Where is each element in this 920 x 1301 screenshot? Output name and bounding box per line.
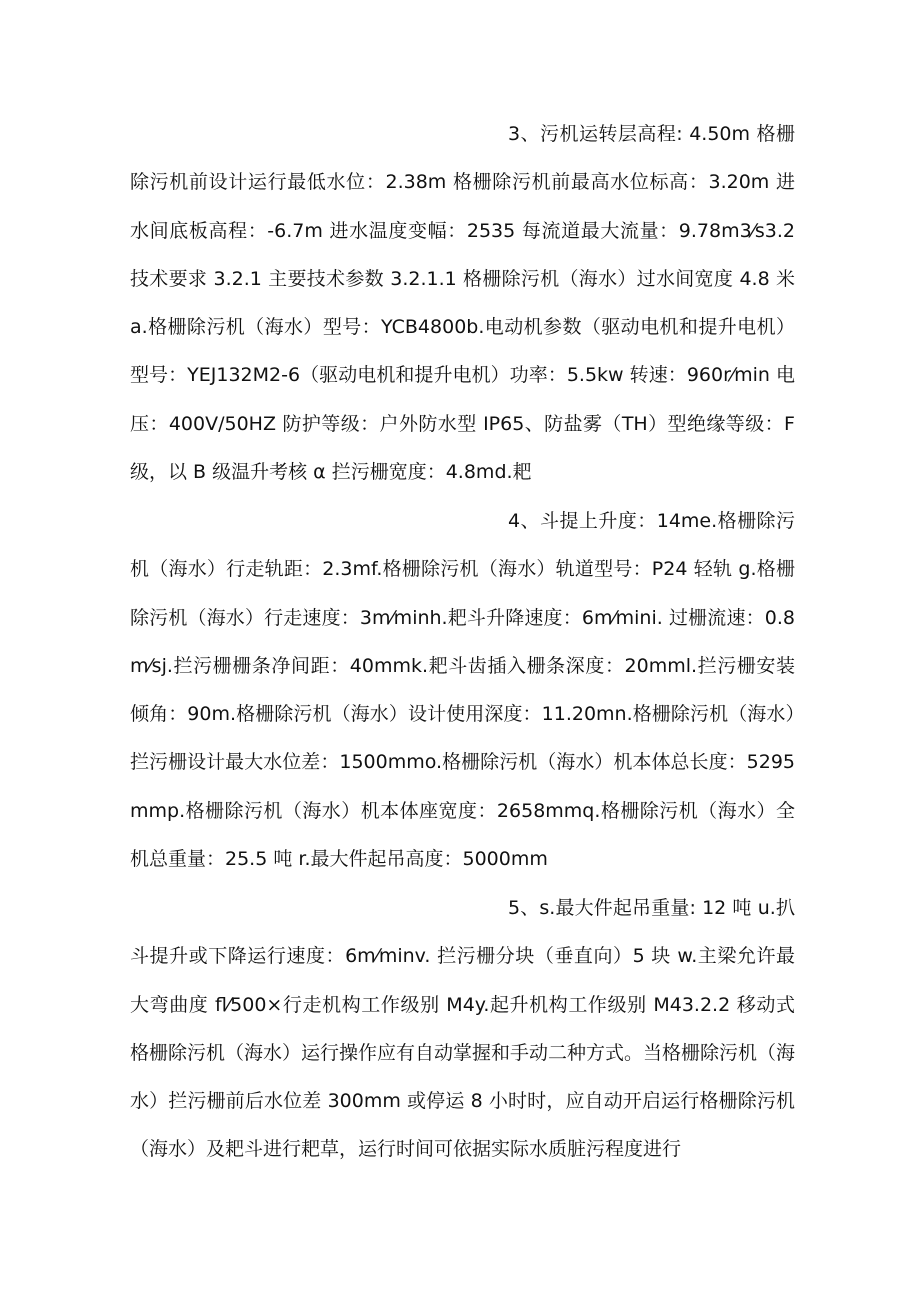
paragraph-section-4: 4、斗提上升度：14me.格栅除污机（海水）行走轨距：2.3mf.格栅除污机（海水）轨道型号：P24 轻轨 g.格栅除污机（海水）行走速度：3m⁄minh.耙斗升降速度：6m⁄mini. 过栅流速：0.8m⁄sj.拦污栅栅条净间距：40mmk.耙斗齿插入栅条深度：20mml.拦污栅安装倾角：90m.格栅除污机（海水）设计使用深度：11.20mn.格栅除污机（海水）拦污栅设计最大水位差：1500mmo.格栅除污机（海水）机本体总长度：5295mmp.格栅除污机（海水）机本体座宽度：2658mmq.格栅除污机（海水）全机总重量：25.5 吨 r.最大件起吊高度：5000mm xyxy=(130,510,795,871)
paragraph-section-5: 5、s.最大件起吊重量: 12 吨 u.扒斗提升或下降运行速度：6m⁄minv. 拦污栅分块（垂直向）5 块 w.主梁允许最大弯曲度 fl⁄500×行走机构工作级别 M4y.起升机构工作级别 M43.2.2 移动式格栅除污机（海水）运行操作应有自动掌握和手动二种方式。当格栅除污机（海水）拦污栅前后水位差 300mm 或停运 8 小时时，应自动开启运行格栅除污机（海水）及耙斗进行耙草，运行时间可依据实际水质脏污程度进行 xyxy=(130,897,796,1161)
paragraph-section-3: 3、污机运转层高程: 4.50m 格栅除污机前设计运行最低水位：2.38m 格栅除污机前最高水位标高：3.20m 进水间底板高程：-6.7m 进水温度变幅：2535 每流道最大流量：9.78m3⁄s3.2 技术要求 3.2.1 主要技术参数 3.2.1.1 格栅除污机（海水）过水间宽度 4.8 米 a.格栅除污机（海水）型号：YCB4800b.电动机参数（驱动电机和提升电机）型号：YEJ132M2-6（驱动电机和提升电机）功率：5.5kw 转速：960r⁄min 电压：400V/50HZ 防护等级：户外防水型 IP65、防盐雾（TH）型绝缘等级：F 级，以 B 级温升考核 α 拦污栅宽度：4.8md.耙 xyxy=(130,123,795,484)
